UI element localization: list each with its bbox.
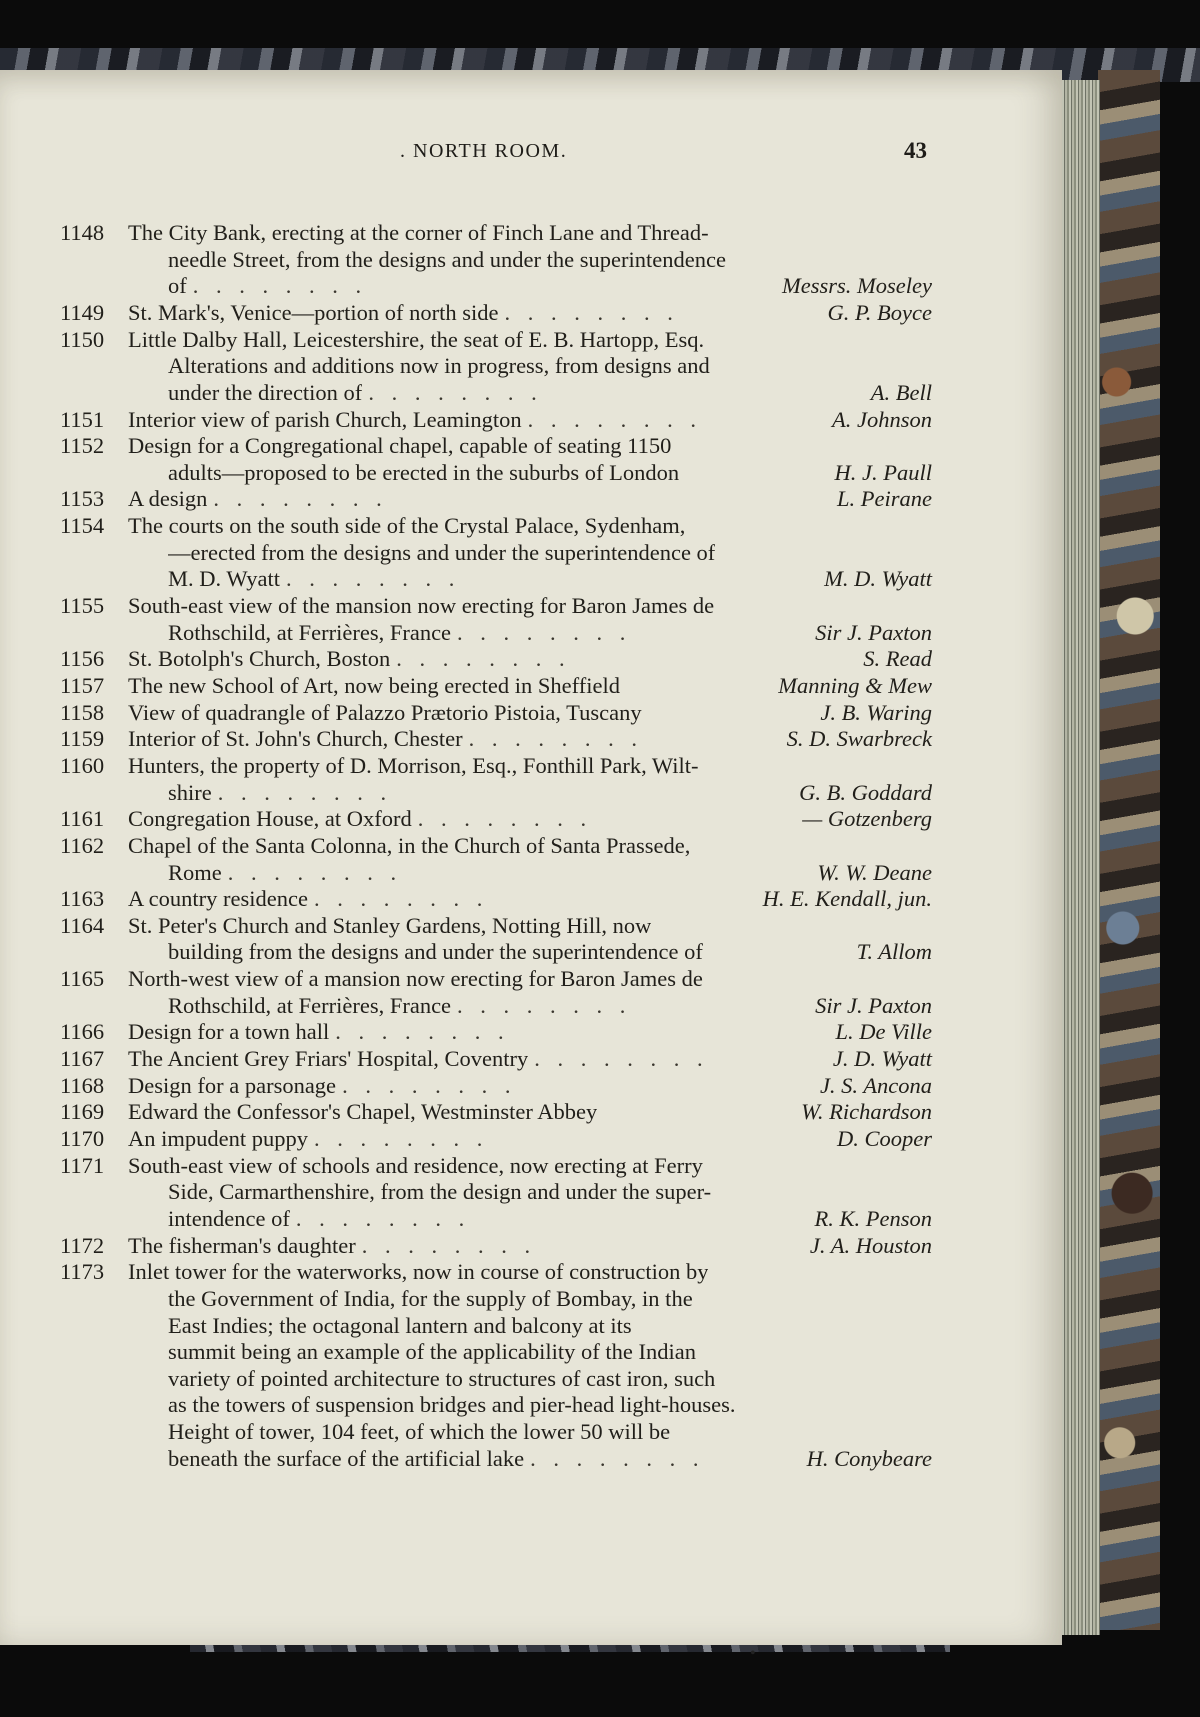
entry-title-text: South-east view of schools and residence, now erecting at Ferry: [128, 1152, 703, 1178]
entry-title-text: Design for a parsonage: [128, 1072, 337, 1098]
entry-body: [128, 646, 932, 673]
entry-line: [128, 966, 932, 993]
entry-number: 1172: [60, 1232, 105, 1258]
catalogue-entry: [60, 513, 932, 593]
leader-dots: . . . . . . . .: [368, 379, 543, 405]
entry-title-text: The new School of Art, now being erected in Sheffield: [128, 672, 620, 698]
entry-title-text: The fisherman's daughter: [128, 1232, 356, 1258]
entry-body: [128, 886, 932, 913]
entry-line: [128, 593, 932, 620]
page-speck: •: [750, 1645, 756, 1662]
entry-title-text: needle Street, from the designs and under the superintendence: [168, 246, 726, 272]
leader-dots: . . . . . . . .: [295, 1205, 471, 1231]
entry-number: 1150: [60, 326, 105, 352]
entry-title-text: adults—proposed to be erected in the suburbs of London: [168, 459, 680, 485]
entry-line: [128, 1313, 932, 1340]
catalogue-entry: [60, 300, 932, 327]
entry-number: 1151: [60, 406, 105, 432]
entry-line: [128, 1073, 932, 1100]
catalogue-entry: [60, 220, 932, 300]
entry-title-text: St. Peter's Church and Stanley Gardens, Notting Hill, now: [128, 912, 652, 938]
entry-line: [128, 646, 932, 673]
entry-title-text: Edward the Confessor's Chapel, Westminster Abbey: [128, 1099, 598, 1125]
entry-body: [128, 513, 932, 593]
entry-number: 1165: [60, 966, 105, 992]
entry-line: [128, 1153, 932, 1180]
entry-body: [128, 726, 932, 753]
entry-number: 1148: [60, 220, 105, 245]
entry-title-text: The courts on the south side of the Crystal Palace, Sydenham,: [128, 513, 686, 539]
leader-dots: . . . . . . . .: [227, 859, 403, 885]
leader-dots: . . . . . . . .: [313, 886, 489, 912]
leader-dots: . . . . . . . .: [417, 806, 593, 832]
entry-title-text: Rothschild, at Ferrières, France: [168, 992, 452, 1018]
artist-name: Messrs. Moseley: [782, 273, 932, 299]
leader-dots: . . . . . . . .: [361, 1232, 537, 1258]
catalogue-entry: [60, 1259, 932, 1472]
entry-number: 1173: [60, 1259, 105, 1285]
entry-line: [128, 380, 932, 407]
entry-line: [128, 1446, 932, 1473]
leader-dots: . . . . . . . .: [335, 1019, 510, 1045]
entry-body: [128, 407, 932, 434]
entry-title-text: South-east view of the mansion now erecting for Baron James de: [128, 593, 715, 619]
entry-title-text: Interior of St. John's Church, Chester: [128, 726, 463, 752]
catalogue-entry: [60, 407, 932, 434]
catalogue-entry: [60, 1073, 932, 1100]
entry-body: [128, 1019, 932, 1046]
entry-line: [128, 1259, 932, 1286]
entry-line: [128, 1126, 932, 1153]
catalogue-entry: [60, 833, 932, 886]
entry-line: [128, 1419, 932, 1446]
entry-title-text: Alterations and additions now in progress, from designs and: [168, 353, 710, 379]
artist-name: M. D. Wyatt: [824, 566, 932, 592]
artist-name: Sir J. Paxton: [815, 619, 932, 645]
entry-body: [128, 913, 932, 966]
catalogue-entry: [60, 726, 932, 753]
artist-name: W. Richardson: [801, 1099, 932, 1125]
entry-title-text: building from the designs and under the superintendence of: [168, 939, 703, 965]
catalogue-entry: [60, 913, 932, 966]
entry-line: [128, 913, 932, 940]
entry-title-text: summit being an example of the applicability of the Indian: [168, 1339, 696, 1365]
leader-dots: . . . . . . . .: [534, 1046, 709, 1072]
artist-name: T. Allom: [856, 939, 932, 965]
catalogue-entry: [60, 1233, 932, 1260]
catalogue-entry: [60, 1019, 932, 1046]
entry-line: [128, 540, 932, 567]
entry-number: 1149: [60, 299, 105, 325]
entry-title-text: beneath the surface of the artificial lake: [168, 1445, 525, 1471]
entry-body: [128, 1126, 932, 1153]
entry-title-text: An impudent puppy: [128, 1125, 308, 1151]
entry-line: [128, 780, 932, 807]
leader-dots: . . . . . . . .: [530, 1445, 705, 1471]
entry-line: [128, 939, 932, 966]
entry-number: 1156: [60, 646, 105, 672]
entry-line: [128, 620, 932, 647]
entry-line: [128, 1286, 932, 1313]
catalogue-entry: [60, 433, 932, 486]
artist-name: G. B. Goddard: [799, 779, 932, 805]
entry-number: 1163: [60, 886, 105, 912]
artist-name: A. Bell: [870, 379, 932, 405]
entry-number: 1162: [60, 832, 105, 858]
entry-line: [128, 1179, 932, 1206]
entry-title-text: variety of pointed architecture to structures of cast iron, such: [168, 1365, 716, 1391]
catalogue-entry: [60, 806, 932, 833]
catalogue-entry: [60, 1153, 932, 1233]
entry-line: [128, 806, 932, 833]
catalogue-entry: [60, 673, 932, 700]
catalogue-entry: [60, 753, 932, 806]
entry-title-text: A design: [128, 486, 208, 512]
entry-number: 1153: [60, 486, 105, 512]
entry-number: 1158: [60, 699, 105, 725]
leader-dots: . . . . . . . .: [342, 1072, 517, 1098]
artist-name: L. Peirane: [837, 486, 932, 512]
artist-name: — Gotzenberg: [802, 806, 932, 832]
entry-title-text: Rome: [168, 859, 222, 885]
entry-line: [128, 353, 932, 380]
catalogue-entry: [60, 646, 932, 673]
leader-dots: . . . . . . . .: [457, 619, 632, 645]
artist-name: J. B. Waring: [820, 699, 932, 725]
entry-number: 1164: [60, 912, 105, 938]
entry-number: 1170: [60, 1125, 105, 1151]
entry-line: [128, 700, 932, 727]
entry-title-text: Little Dalby Hall, Leicestershire, the seat of E. B. Hartopp, Esq.: [128, 326, 705, 352]
entry-body: [128, 1259, 932, 1472]
entry-title-text: M. D. Wyatt: [168, 566, 280, 592]
leader-dots: . . . . . . . .: [217, 779, 393, 805]
entry-title-text: of: [168, 273, 187, 299]
entry-title-text: North-west view of a mansion now erecting for Baron James de: [128, 966, 703, 992]
page-number: 43: [904, 138, 927, 163]
entry-number: 1157: [60, 672, 105, 698]
entry-number: 1166: [60, 1019, 105, 1045]
entry-title-text: Design for a town hall: [128, 1019, 330, 1045]
leader-dots: . . . . . . . .: [213, 486, 388, 512]
entry-line: [128, 1019, 932, 1046]
entry-number: 1161: [60, 806, 105, 832]
entry-title-text: The Ancient Grey Friars' Hospital, Coventry: [128, 1046, 529, 1072]
artist-name: H. J. Paull: [834, 459, 932, 485]
artist-name: Sir J. Paxton: [815, 992, 932, 1018]
entry-body: [128, 1099, 932, 1126]
entry-line: [128, 1206, 932, 1233]
entry-title-text: St. Mark's, Venice—portion of north side: [128, 299, 499, 325]
entry-line: [128, 433, 932, 460]
entry-title-text: the Government of India, for the supply of Bombay, in the: [168, 1285, 693, 1311]
entry-body: [128, 833, 932, 886]
entry-line: [128, 860, 932, 887]
artist-name: J. D. Wyatt: [832, 1046, 932, 1072]
page-edges: [1060, 80, 1100, 1635]
marbled-cover-right: [1098, 70, 1160, 1630]
catalogue-entry: [60, 886, 932, 913]
artist-name: H. Conybeare: [806, 1445, 932, 1471]
entry-title-text: The City Bank, erecting at the corner of Finch Lane and Thread-: [128, 220, 709, 245]
entry-number: 1167: [60, 1046, 105, 1072]
entry-title-text: Design for a Congregational chapel, capable of seating 1150: [128, 433, 672, 459]
entry-line: [128, 513, 932, 540]
leader-dots: [620, 673, 778, 700]
entry-number: 1160: [60, 752, 105, 778]
entry-title-text: as the towers of suspension bridges and pier-head light-houses.: [168, 1392, 736, 1418]
entry-line: [128, 1046, 932, 1073]
leader-dots: . . . . . . . .: [468, 726, 644, 752]
entry-line: [128, 300, 932, 327]
entry-line: [128, 993, 932, 1020]
artist-name: G. P. Boyce: [827, 299, 932, 325]
entry-body: [128, 1233, 932, 1260]
catalogue-entry: [60, 1126, 932, 1153]
artist-name: J. A. Houston: [809, 1232, 932, 1258]
entry-body: [128, 593, 932, 646]
entry-body: [128, 700, 932, 727]
entry-title-text: Hunters, the property of D. Morrison, Esq., Fonthill Park, Wilt-: [128, 752, 699, 778]
leader-dots: [642, 700, 821, 727]
artist-name: J. S. Ancona: [819, 1072, 932, 1098]
catalogue-entry: [60, 700, 932, 727]
entry-line: [128, 566, 932, 593]
entry-title-text: Rothschild, at Ferrières, France: [168, 619, 452, 645]
entry-body: [128, 220, 932, 300]
entry-body: [128, 433, 932, 486]
artist-name: A. Johnson: [832, 406, 932, 432]
entry-line: [128, 1099, 932, 1126]
entry-title-text: East Indies; the octagonal lantern and balcony at its: [168, 1312, 632, 1338]
entry-number: 1171: [60, 1152, 105, 1178]
artist-name: W. W. Deane: [817, 859, 932, 885]
entry-title-text: intendence of: [168, 1205, 290, 1231]
entry-title-text: St. Botolph's Church, Boston: [128, 646, 391, 672]
entry-line: [128, 247, 932, 274]
leader-dots: [679, 460, 834, 487]
entry-title-text: Interior view of parish Church, Leamington: [128, 406, 522, 432]
catalogue-entries: [60, 220, 932, 1472]
entry-title-text: A country residence: [128, 886, 308, 912]
entry-body: [128, 806, 932, 833]
entry-line: [128, 220, 932, 247]
entry-title-text: Congregation House, at Oxford: [128, 806, 412, 832]
entry-title-text: Inlet tower for the waterworks, now in course of construction by: [128, 1259, 709, 1285]
entry-line: [128, 1339, 932, 1366]
entry-number: 1152: [60, 433, 105, 459]
entry-body: [128, 673, 932, 700]
artist-name: Manning & Mew: [778, 672, 932, 698]
entry-line: [128, 460, 932, 487]
entry-body: [128, 486, 932, 513]
entry-line: [128, 1366, 932, 1393]
entry-title-text: Chapel of the Santa Colonna, in the Church of Santa Prassede,: [128, 832, 691, 858]
entry-line: [128, 886, 932, 913]
entry-line: [128, 726, 932, 753]
entry-line: [128, 673, 932, 700]
artist-name: S. Read: [863, 646, 932, 672]
catalogue-entry: [60, 486, 932, 513]
artist-name: D. Cooper: [837, 1125, 932, 1151]
leader-dots: . . . . . . . .: [457, 992, 632, 1018]
entry-line: [128, 407, 932, 434]
entry-line: [128, 833, 932, 860]
entry-body: [128, 966, 932, 1019]
entry-body: [128, 1046, 932, 1073]
catalogue-entry: [60, 593, 932, 646]
entry-number: 1159: [60, 726, 105, 752]
entry-title-text: shire: [168, 779, 212, 805]
catalogue-entry: [60, 966, 932, 1019]
running-head: . NORTH ROOM.: [400, 140, 568, 162]
artist-name: H. E. Kendall, jun.: [762, 886, 932, 912]
catalogue-entry: [60, 1099, 932, 1126]
entry-number: 1154: [60, 513, 105, 539]
entry-title-text: Side, Carmarthenshire, from the design and under the super-: [168, 1179, 712, 1205]
leader-dots: [703, 939, 857, 966]
entry-line: [128, 327, 932, 354]
entry-title-text: Height of tower, 104 feet, of which the lower 50 will be: [168, 1419, 671, 1445]
entry-line: [128, 753, 932, 780]
leader-dots: . . . . . . . .: [527, 406, 703, 432]
leader-dots: . . . . . . . .: [192, 273, 368, 299]
artist-name: S. D. Swarbreck: [786, 726, 932, 752]
entry-body: [128, 1153, 932, 1233]
entry-line: [128, 1392, 932, 1419]
catalogue-entry: [60, 1046, 932, 1073]
entry-number: 1168: [60, 1072, 105, 1098]
leader-dots: . . . . . . . .: [285, 566, 461, 592]
entry-line: [128, 1233, 932, 1260]
entry-title-text: —erected from the designs and under the superintendence of: [168, 539, 716, 565]
entry-body: [128, 1073, 932, 1100]
entry-line: [128, 486, 932, 513]
leader-dots: . . . . . . . .: [504, 299, 679, 325]
entry-title-text: View of quadrangle of Palazzo Prætorio Pistoia, Tuscany: [128, 699, 642, 725]
entry-body: [128, 300, 932, 327]
artist-name: L. De Ville: [835, 1019, 932, 1045]
entry-number: 1169: [60, 1099, 105, 1125]
leader-dots: [597, 1099, 801, 1126]
leader-dots: . . . . . . . .: [396, 646, 571, 672]
entry-line: [128, 273, 932, 300]
artist-name: R. K. Penson: [814, 1205, 932, 1231]
entry-title-text: under the direction of: [168, 379, 363, 405]
entry-body: [128, 753, 932, 806]
leader-dots: . . . . . . . .: [314, 1125, 489, 1151]
entry-body: [128, 327, 932, 407]
catalogue-entry: [60, 327, 932, 407]
entry-number: 1155: [60, 593, 105, 619]
